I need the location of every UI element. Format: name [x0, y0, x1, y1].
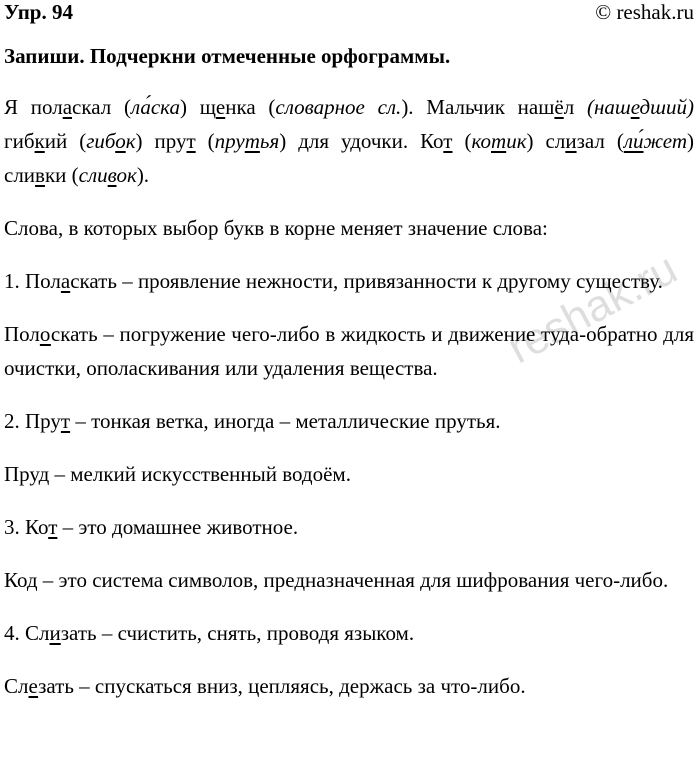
text-segment: ла́ска [130, 95, 180, 119]
text-segment: ) пру [135, 129, 187, 153]
text-segment: скать – погружение чего-либо в жидкость и движение туда-обратно для очистки, ополаскивания или удаления вещества. [4, 322, 694, 380]
text-segment: ) щ [179, 95, 216, 119]
text-segment: ). [136, 163, 150, 187]
text-segment: л [563, 95, 587, 119]
underlined-orthogram: ё [554, 95, 564, 119]
text-segment: скал ( [72, 95, 131, 119]
text-segment: ) сл [526, 129, 566, 153]
underlined-orthogram: и [565, 129, 577, 153]
text-segment: пру [214, 129, 245, 153]
underlined-orthogram: к [34, 129, 45, 153]
task-instruction: Запиши. Подчеркни отмеченные орфограммы. [4, 44, 451, 68]
page-header [4, 0, 694, 26]
copyright-notice: © reshak.ru [595, 0, 694, 24]
underlined-orthogram: т [186, 129, 196, 153]
paragraph [4, 510, 694, 544]
underlined-orthogram: т [244, 129, 260, 153]
text-segment: дший) [639, 95, 694, 119]
underlined-orthogram: а [62, 95, 73, 119]
underlined-orthogram: а [60, 269, 71, 293]
text-segment: ( [452, 129, 472, 153]
text-segment: – это домашнее животное. [57, 515, 299, 539]
paragraph [4, 264, 694, 298]
text-segment: жет [643, 129, 687, 153]
text-segment: Пру [4, 462, 39, 486]
underlined-orthogram: о [115, 129, 126, 153]
text-segment: зать – счистить, снять, проводя языком. [60, 621, 415, 645]
text-segment: Слова, в которых выбор букв в корне меняет значение слова: [4, 216, 548, 240]
text-segment: словарное сл. [275, 95, 402, 119]
text-segment: зал ( [576, 129, 624, 153]
underlined-orthogram: е [630, 95, 640, 119]
text-segment: – тонкая ветка, иногда – металлические прутья. [70, 409, 501, 433]
paragraph [4, 404, 694, 438]
paragraph [4, 457, 694, 491]
text-segment: ) для удочки. Ко [279, 129, 444, 153]
watermark: reshak.ru [500, 243, 685, 374]
text-segment: – мелкий искусственный водоём. [49, 462, 351, 486]
text-segment: 4. Сл [4, 621, 50, 645]
text-segment: ). Мальчик наш [401, 95, 555, 119]
text-segment: Сл [4, 674, 29, 698]
underlined-orthogram: т [443, 129, 453, 153]
answer-text [4, 90, 694, 722]
text-segment: (наш [586, 95, 631, 119]
text-segment: ок [116, 163, 137, 187]
underlined-orthogram: ли́ [623, 129, 644, 153]
underlined-orthogram: д [26, 568, 38, 592]
underlined-orthogram: т [491, 129, 507, 153]
paragraph [4, 669, 694, 703]
text-segment: 3. Ко [4, 515, 49, 539]
underlined-orthogram: о [39, 322, 51, 346]
text-segment: гиб [86, 129, 116, 153]
underlined-orthogram: т [48, 515, 58, 539]
text-segment: ья [259, 129, 280, 153]
paragraph [4, 563, 694, 597]
text-segment: Пол [4, 322, 40, 346]
text-segment: ( [195, 129, 215, 153]
text-segment: 1. Пол [4, 269, 61, 293]
underlined-orthogram: т [60, 409, 71, 433]
text-segment: к [125, 129, 136, 153]
text-segment: Ко [4, 568, 27, 592]
exercise-number: Упр. 94 [4, 0, 73, 24]
text-segment: зать – спускаться вниз, цепляясь, держась за что-либо. [38, 674, 526, 698]
text-segment: ий ( [44, 129, 87, 153]
text-segment: сли [4, 163, 36, 187]
text-segment: ик [506, 129, 527, 153]
text-segment: ко [471, 129, 492, 153]
paragraph [4, 211, 694, 245]
text-segment: гиб [4, 129, 35, 153]
text-segment: – это система символов, предназначенная для шифрования чего-либо. [37, 568, 669, 592]
underlined-orthogram: в [35, 163, 45, 187]
text-segment: ки ( [44, 163, 79, 187]
text-segment: Я пол [4, 95, 63, 119]
underlined-orthogram: в [107, 163, 117, 187]
underlined-orthogram: д [38, 462, 50, 486]
underlined-orthogram: и [49, 621, 61, 645]
underlined-orthogram: е [215, 95, 226, 119]
text-segment: 2. Пру [4, 409, 61, 433]
text-segment: скать – проявление нежности, привязанности к другому существу. [70, 269, 663, 293]
paragraph [4, 90, 694, 192]
underlined-orthogram: е [28, 674, 39, 698]
text-segment: ) [686, 129, 694, 153]
paragraph [4, 317, 694, 385]
text-segment: сли [78, 163, 108, 187]
paragraph [4, 616, 694, 650]
text-segment: нка ( [225, 95, 276, 119]
